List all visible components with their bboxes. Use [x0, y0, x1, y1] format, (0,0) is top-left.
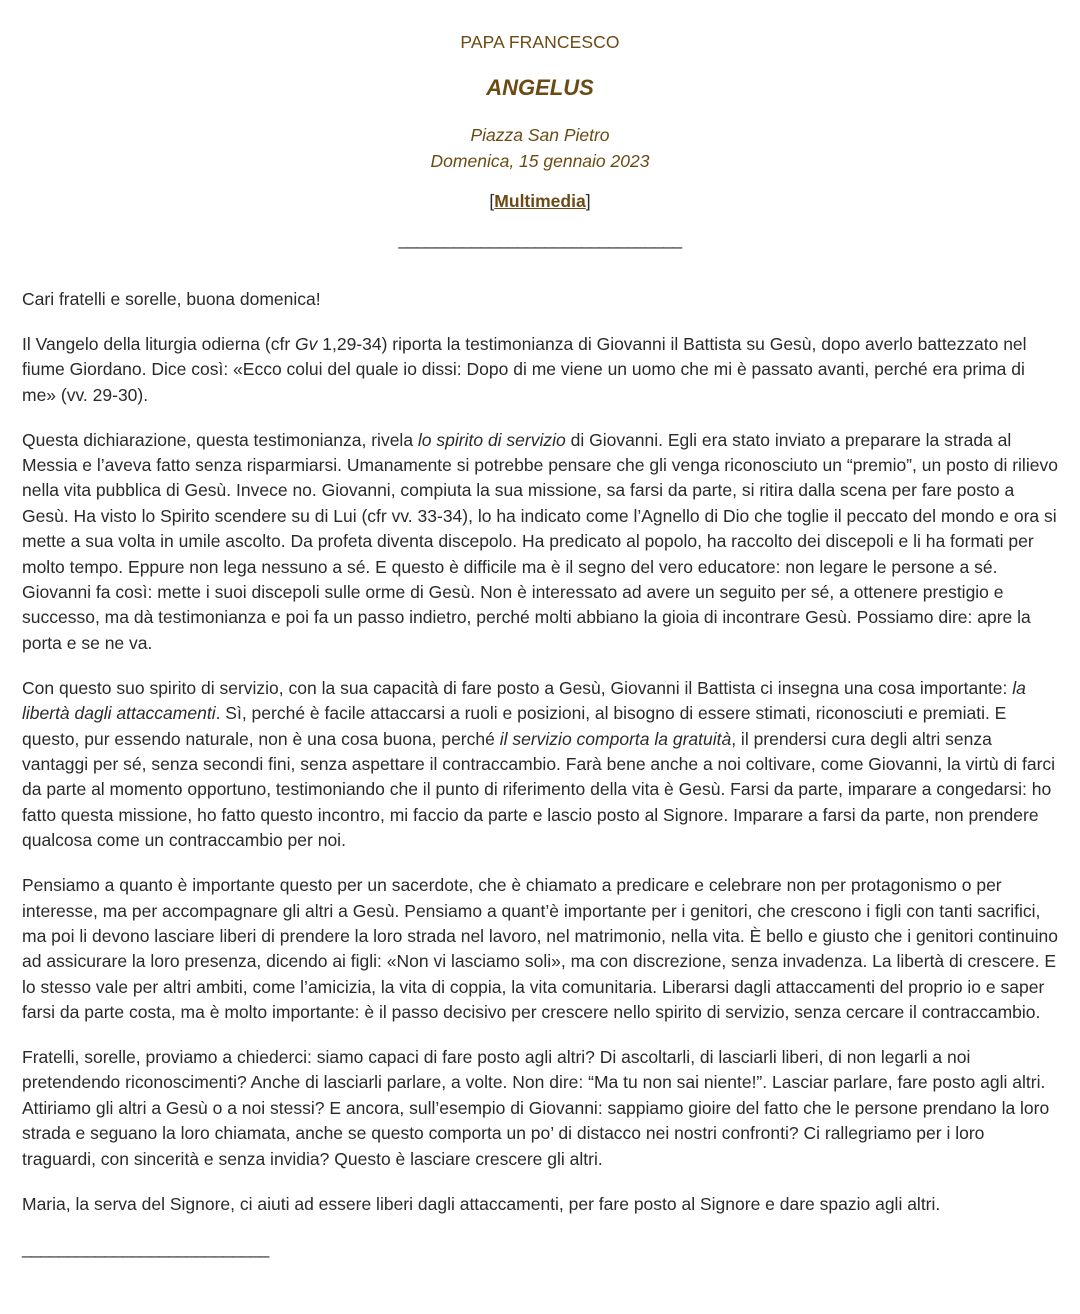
paragraph-6: Fratelli, sorelle, proviamo a chiederci: siamo capaci di fare posto agli altri? Di ascoltarli, di lasciarli liberi, di non legarli a noi pretendendo riconoscimenti? Anche di lasciarli parlare, a volte. Non dire: “Ma tu non sai niente!”. Lasciar parlare, fare posto agli altri. Attiriamo gli altri a Gesù o a noi stessi? E ancora, sull’esempio di Giovanni: sappiamo gioire del fatto che le persone prendano la loro strada e seguano la loro chiamata, anche se questo comporta un po’ di distacco nei nostri confronti? Ci rallegriamo per i loro traguardi, con sincerità e senza invidia? Questo è lasciare crescere gli altri.	[22, 1047, 1050, 1169]
date-line: Domenica, 15 gennaio 2023	[430, 151, 650, 171]
place-line: Piazza San Pietro	[470, 125, 610, 145]
bracket-open: [	[489, 191, 495, 211]
text-run: Il Vangelo della liturgia odierna (cfr	[22, 333, 296, 354]
footer-rule: ___________________________	[22, 1237, 269, 1258]
document-header	[22, 0, 1058, 250]
italic-run: Gv	[295, 333, 318, 354]
separator-line: _______________________________	[398, 229, 682, 249]
paragraph-7: Maria, la serva del Signore, ci aiuti ad essere liberi dagli attaccamenti, per fare posto al Signore e dare spazio agli altri.	[22, 1193, 941, 1214]
paragraph-2	[22, 332, 1058, 408]
text-run: , il prendersi cura degli altri senza vantaggi per sé, senza secondi fini, senza aspettare il contraccambio. Farà bene anche a noi coltivare, come Giovanni, la virtù di farci da parte al momento opportuno, testimoniando che il punto di riferimento della vita è Gesù. Farsi da parte, imparare a congedarsi: ho fatto questa missione, ho fatto questo incontro, mi faccio da parte e lascio posto al Signore. Imparare a farsi da parte, non prendere qualcosa come un contraccambio per noi.	[22, 728, 1056, 851]
article-body	[22, 287, 1058, 1217]
text-run: Con questo suo spirito di servizio, con la sua capacità di fare posto a Gesù, Giovanni il Battista ci insegna una cosa importante:	[22, 677, 1013, 698]
text-run: di Giovanni. Egli era stato inviato a preparare la strada al Messia e l’aveva fatto senza risparmiarsi. Umanamente si potrebbe pensare che gli venga riconosciuto un “premio”, un posto di rilievo nella vita pubblica di Gesù. Invece no. Giovanni, compiuta la sua missione, sa farsi da parte, si ritira dalla scena per fare posto a Gesù. Ha visto lo Spirito scendere su di Lui (cfr vv. 33-34), lo ha indicato come l’Agnello di Dio che toglie il peccato del mondo e ora si mette a sua volta in umile ascolto. Da profeta diventa discepolo. Ha predicato al popolo, ha raccolto dei discepoli e li ha formati per molto tempo. Eppure non lega nessuno a sé. E questo è difficile ma è il segno del vero educatore: non legare le persone a sé. Giovanni fa così: mette i suoi discepoli sulle orme di Gesù. Non è interessato ad avere un seguito per sé, a ottenere prestigio e successo, ma dà testimonianza e poi fa un passo indietro, perché molti abbiano la gioia di incontrare Gesù. Possiamo dire: apre la porta e se ne va.	[22, 429, 1058, 653]
author-line: PAPA FRANCESCO	[460, 32, 620, 52]
bracket-close: ]	[585, 191, 591, 211]
place-date	[22, 122, 1058, 174]
text-run: . Sì, perché è facile attaccarsi a ruoli e posizioni, al bisogno di essere stimati, riconosciuti e premiati. E questo, pur essendo naturale, non è una cosa buona, perché	[22, 703, 1007, 749]
multimedia-line	[22, 190, 1058, 212]
multimedia-link[interactable]: Multimedia	[494, 191, 586, 211]
text-run: Questa dichiarazione, questa testimonianza, rivela	[22, 429, 418, 450]
paragraph-4	[22, 676, 1058, 854]
italic-run: il servizio comporta la gratuità	[499, 728, 732, 749]
paragraph-5: Pensiamo a quanto è importante questo per un sacerdote, che è chiamato a predicare e celebrare non per protagonismo o per interesse, ma per accompagnare gli altri a Gesù. Pensiamo a quant’è importante per i genitori, che crescono i figli con tanti sacrifici, ma poi li devono lasciare liberi di prendere la loro strada nel lavoro, nel matrimonio, nella vita. È bello e giusto che i genitori continuino ad assicurare la loro presenza, dicendo ai figli: «Non vi lasciamo soli», ma con discrezione, senza invadenza. La libertà di crescere. E lo stesso vale per altri ambiti, come l’amicizia, la vita di coppia, la vita comunitaria. Liberarsi dagli attaccamenti del proprio io e saper farsi da parte costa, ma è molto importante: è il passo decisivo per crescere nello spirito di servizio, senza cercare il contraccambio.	[22, 875, 1058, 1023]
page-title: ANGELUS	[486, 75, 594, 100]
paragraph-greeting: Cari fratelli e sorelle, buona domenica!	[22, 289, 321, 309]
italic-run: lo spirito di servizio	[417, 429, 566, 450]
paragraph-3	[22, 428, 1058, 657]
italic-run: la libertà dagli attaccamenti	[22, 677, 1026, 724]
text-run: 1,29-34) riporta la testimonianza di Giovanni il Battista su Gesù, dopo averlo battezzato nel fiume Giordano. Dice così: «Ecco colui del quale io dissi: Dopo di me viene un uomo che mi è passato avanti, perché era prima di me» (vv. 29-30).	[22, 333, 1027, 405]
